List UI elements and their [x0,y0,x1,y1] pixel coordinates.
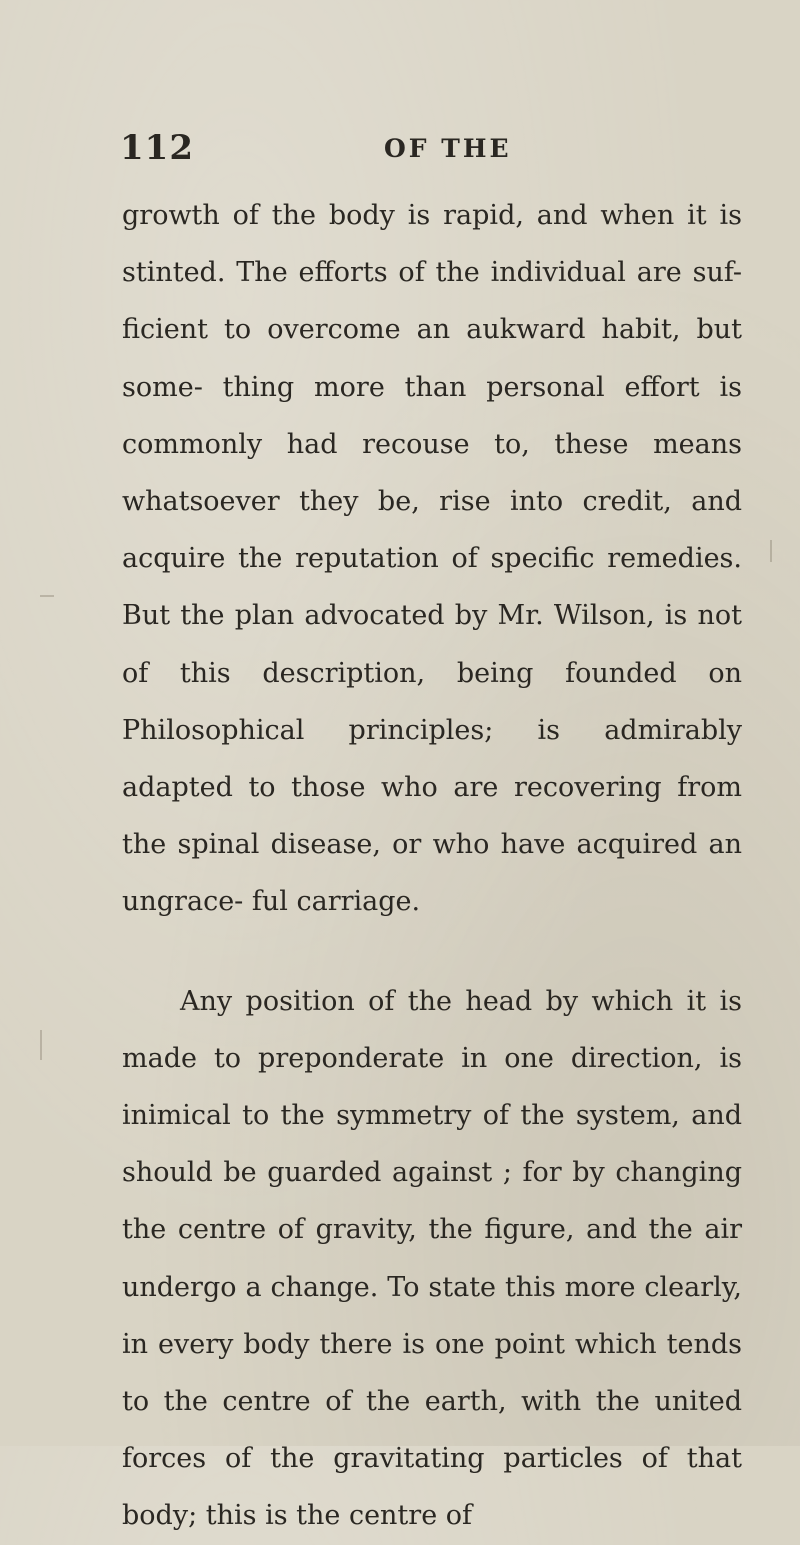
running-head [120,128,760,176]
running-title: OF THE [384,134,512,163]
paper-blemish [40,595,54,597]
paper-blemish [770,540,772,562]
paragraph: growth of the body is rapid, and when it is stinted. The efforts of the individual are suf- ficient to overcome an aukward habit, but some- thing more than personal effort is commonly had recouse to, these means whatsoever they be, rise into credit, and acquire the reputation of specific remedies. But the plan advocated by Mr. Wilson, is not of this description, being founded on Philosophical principles; is admirably adapted to those who are recovering from the spinal disease, or who have acquired an ungrace- ful carriage. [122,200,742,918]
page-number: 112 [120,128,194,168]
paper-blemish [40,1030,42,1060]
body-text [122,187,742,1545]
paragraph: Any position of the head by which it is made to preponderate in one direction, is inimical to the symmetry of the system, and should be guarded against ; for by changing the centre of gravity, the figure, and the air undergo a change. To state this more clearly, in every body there is one point which tends to the centre of the earth, with the united forces of the gravitating particles of that body; this is the centre of [122,985,742,1532]
